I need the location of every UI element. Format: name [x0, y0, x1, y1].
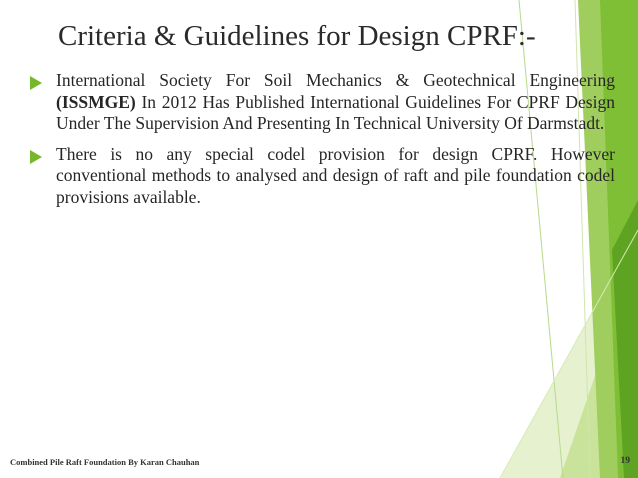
- bullet-list: [30, 70, 615, 217]
- bullet-arrow-icon: [30, 76, 42, 90]
- bullet-text: There is no any special codel provision for design CPRF. However conventional methods to analysed and design of raft and pile foundation codel provisions available.: [56, 143, 615, 207]
- bullet-item-codel: [30, 144, 615, 209]
- bullet-text: [56, 70, 615, 135]
- bullet-item-issmge: [30, 70, 615, 135]
- bullet-text-end: In 2012 Has Published International Guidelines For CPRF Design Under The Supervision And Presenting In Technical University Of Darmstadt.: [56, 91, 615, 133]
- bullet-text-start: International Society For Soil Mechanics & Geotechnical Engineering: [56, 70, 615, 90]
- bullet-text-bold: (ISSMGE): [56, 91, 136, 112]
- bullet-arrow-icon: [30, 150, 42, 164]
- footer-text: Combined Pile Raft Foundation By Karan Chauhan: [10, 457, 200, 467]
- page-number: 19: [620, 456, 630, 466]
- slide-title: Criteria & Guidelines for Design CPRF:-: [58, 20, 536, 52]
